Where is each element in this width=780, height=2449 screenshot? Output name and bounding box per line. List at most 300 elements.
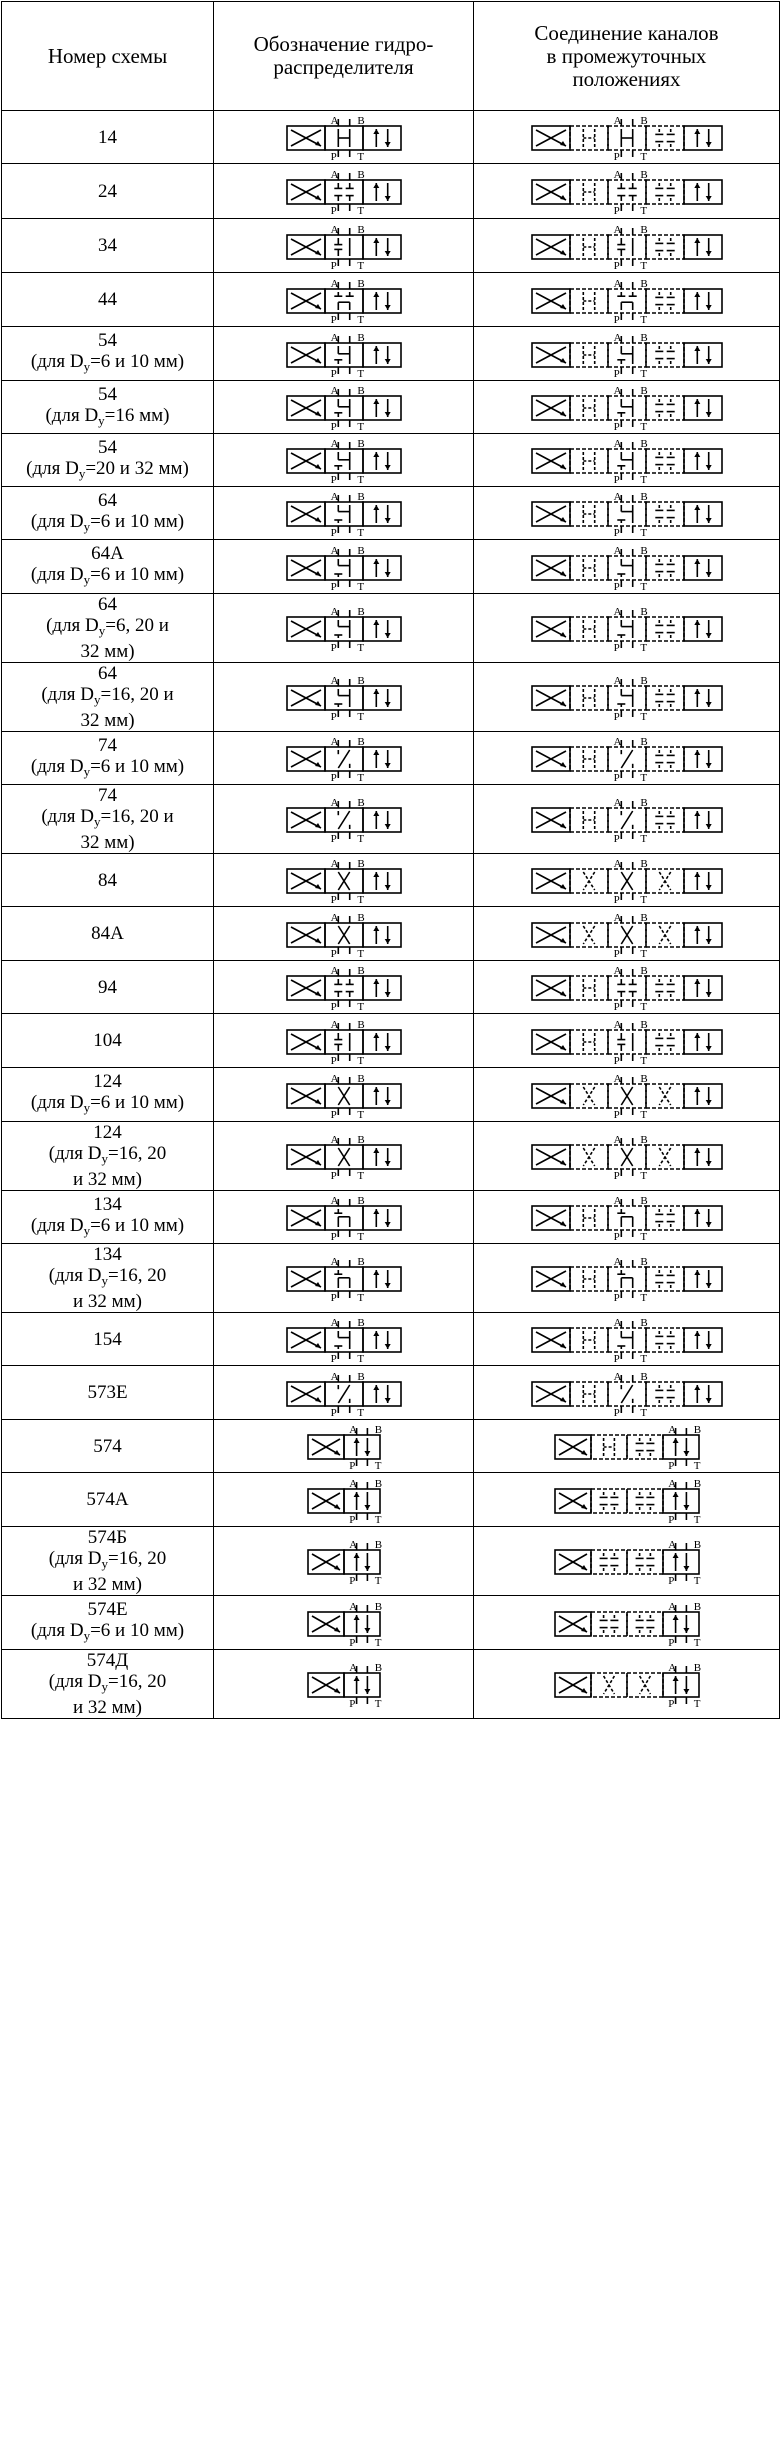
arrow-head-icon	[384, 824, 390, 829]
condition-prefix: (для D	[45, 404, 99, 426]
arrow-head-icon	[672, 1438, 678, 1443]
port-label-a: A	[330, 277, 339, 290]
valve-designation-cell	[214, 663, 474, 732]
spool-position-box	[646, 1328, 684, 1352]
port-label-t: T	[356, 711, 364, 723]
valve-symbol	[284, 331, 404, 380]
port-label-t: T	[639, 772, 647, 784]
channel-connection-cell	[474, 111, 780, 164]
valve-symbol	[284, 544, 404, 593]
spool-position-box	[325, 617, 363, 641]
spool-position-box	[684, 289, 722, 313]
arrow-head-icon	[705, 142, 711, 147]
table-row	[2, 487, 780, 540]
port-label-b: B	[356, 1256, 365, 1268]
port-label-t: T	[356, 1353, 364, 1365]
arrow-head-icon	[373, 750, 379, 755]
scheme-number: 74	[98, 734, 117, 756]
arrow-head-icon	[672, 1676, 678, 1681]
port-label-b: B	[356, 606, 365, 618]
port-label-p: P	[667, 1460, 674, 1472]
spool-position-box	[646, 235, 684, 259]
scheme-number: 154	[93, 1328, 122, 1350]
scheme-number-cell	[2, 1420, 214, 1473]
spool-position-box	[684, 1145, 722, 1169]
port-label-p: P	[330, 1001, 337, 1013]
intermediate-connection-symbol	[527, 1423, 727, 1472]
port-label-p: P	[348, 1636, 355, 1649]
spool-position-box	[646, 1030, 684, 1054]
arrow-head-icon	[384, 142, 390, 147]
intermediate-connection-symbol	[527, 1661, 727, 1710]
table-row	[2, 1068, 780, 1122]
port-label-b: B	[356, 911, 365, 924]
scheme-number: 573Е	[87, 1382, 128, 1403]
arrow-head-icon	[694, 129, 700, 134]
port-label-b: B	[356, 223, 365, 236]
spool-position-box	[684, 808, 722, 832]
condition-prefix: (для D	[30, 564, 84, 585]
port-label-a: A	[330, 965, 339, 977]
spool-position-box	[608, 343, 646, 367]
spool-position-box	[591, 1612, 627, 1636]
table-row	[2, 1122, 780, 1191]
scheme-number-cell	[2, 1244, 214, 1313]
valve-designation-cell	[214, 219, 474, 273]
arrow-head-icon	[384, 885, 390, 890]
valve-symbol	[284, 964, 404, 1013]
port-label-t: T	[639, 1001, 647, 1013]
port-label-b: B	[639, 115, 648, 127]
spool-position-box	[363, 747, 401, 771]
spool-position-box	[684, 1206, 722, 1230]
spool-position-box	[325, 449, 363, 473]
port-label-p: P	[613, 205, 620, 217]
scheme-number-cell	[2, 327, 214, 381]
port-label-t: T	[639, 205, 647, 217]
spool-position-box	[646, 502, 684, 526]
header-valve-designation-text: Обозначение гидро- распределителя	[253, 32, 434, 79]
scheme-condition	[2, 1620, 213, 1646]
port-label-b: B	[639, 736, 648, 748]
channel-connection-cell	[474, 732, 780, 785]
arrow-head-icon	[694, 183, 700, 188]
valve-symbol	[284, 605, 404, 654]
port-label-t: T	[693, 1460, 701, 1472]
condition-suffix: =6 и 10 мм)	[90, 564, 185, 585]
scheme-number: 74	[98, 785, 117, 806]
intermediate-connection-symbol	[527, 857, 727, 906]
spool-position-box	[627, 1435, 663, 1459]
spool-position-box	[684, 1267, 722, 1291]
table-row	[2, 1527, 780, 1596]
intermediate-connection-symbol	[527, 437, 727, 486]
arrow-head-icon	[384, 1046, 390, 1051]
port-label-p: P	[330, 947, 337, 960]
port-label-b: B	[356, 1195, 365, 1207]
arrow-head-icon	[384, 251, 390, 256]
scheme-condition	[2, 1265, 213, 1291]
condition-subscript: y	[78, 465, 86, 481]
condition-subscript: y	[83, 763, 91, 779]
channel-connection-cell	[474, 1244, 780, 1313]
arrow-head-icon	[353, 1438, 359, 1443]
port-label-b: B	[639, 675, 648, 687]
port-label-b: B	[639, 1256, 648, 1268]
condition-subscript: y	[101, 1556, 108, 1571]
spool-position-box	[608, 180, 646, 204]
intermediate-connection-symbol	[527, 1194, 727, 1243]
port-label-b: B	[639, 277, 648, 290]
scheme-number: 54	[98, 383, 117, 405]
arrow-head-icon	[705, 763, 711, 768]
scheme-condition-continued: 32 мм)	[80, 832, 135, 853]
valve-symbol	[284, 1600, 404, 1649]
arrow-head-icon	[384, 1222, 390, 1227]
port-label-a: A	[330, 797, 339, 809]
port-label-p: P	[613, 527, 620, 539]
arrow-head-icon	[683, 1628, 689, 1633]
port-label-t: T	[693, 1575, 701, 1587]
port-label-t: T	[639, 1231, 647, 1243]
arrow-head-icon	[672, 1615, 678, 1620]
port-label-a: A	[613, 736, 622, 748]
spool-position-box	[646, 289, 684, 313]
spool-position-box	[646, 808, 684, 832]
valve-designation-cell	[214, 273, 474, 327]
spool-position-box	[684, 617, 722, 641]
port-label-a: A	[330, 491, 339, 503]
port-label-a: A	[330, 331, 339, 344]
channel-connection-cell	[474, 1596, 780, 1650]
valve-designation-cell	[214, 594, 474, 663]
arrow-head-icon	[373, 1087, 379, 1092]
port-label-a: A	[613, 1072, 622, 1085]
spool-position-box	[363, 617, 401, 641]
header-scheme-number	[2, 2, 214, 111]
port-label-b: B	[639, 965, 648, 977]
port-label-a: A	[330, 675, 339, 687]
spool-position-box	[608, 1206, 646, 1230]
spool-position-box	[363, 289, 401, 313]
scheme-condition	[2, 564, 213, 590]
port-label-p: P	[667, 1575, 674, 1587]
port-label-b: B	[374, 1662, 382, 1674]
arrow-head-icon	[384, 305, 390, 310]
port-label-t: T	[356, 1054, 364, 1067]
port-label-p: P	[330, 474, 337, 486]
port-label-t: T	[374, 1460, 382, 1472]
intermediate-connection-symbol	[527, 1018, 727, 1067]
arrow-head-icon	[705, 359, 711, 364]
arrow-head-icon	[364, 1566, 370, 1571]
scheme-number: 124	[93, 1122, 122, 1143]
spool-position-box	[663, 1435, 699, 1459]
port-label-b: B	[693, 1477, 701, 1490]
port-label-a: A	[330, 1256, 339, 1268]
spool-position-box	[344, 1673, 380, 1697]
symbol-line	[338, 811, 349, 829]
scheme-number: 574Б	[87, 1527, 128, 1548]
channel-connection-cell	[474, 327, 780, 381]
port-label-t: T	[356, 1170, 364, 1182]
arrow-head-icon	[705, 885, 711, 890]
scheme-number: 134	[93, 1244, 122, 1265]
condition-suffix: =20 и 32 мм)	[85, 457, 189, 479]
arrow-head-icon	[384, 1283, 390, 1288]
condition-suffix: =6 и 10 мм)	[90, 351, 185, 372]
symbol-line	[621, 1385, 632, 1403]
arrow-head-icon	[683, 1689, 689, 1694]
condition-prefix: (для D	[30, 510, 84, 532]
spool-position-box	[627, 1550, 663, 1574]
arrow-head-icon	[373, 505, 379, 510]
scheme-number: 134	[93, 1193, 122, 1215]
channel-connection-cell	[474, 540, 780, 594]
port-label-a: A	[667, 1424, 676, 1436]
spool-position-box	[591, 1550, 627, 1574]
port-label-a: A	[613, 1370, 622, 1383]
port-label-b: B	[356, 169, 365, 181]
port-label-p: P	[667, 1513, 674, 1526]
port-label-a: A	[330, 1072, 339, 1085]
port-label-t: T	[356, 527, 364, 539]
spool-position-box	[363, 449, 401, 473]
spool-position-box	[608, 289, 646, 313]
port-label-p: P	[330, 205, 337, 217]
condition-subscript: y	[101, 1151, 108, 1166]
port-label-p: P	[613, 894, 620, 906]
valve-designation-cell	[214, 1313, 474, 1366]
port-label-p: P	[613, 1292, 620, 1304]
table-row	[2, 219, 780, 273]
table-body	[2, 111, 780, 1719]
valve-symbol	[284, 1661, 404, 1710]
arrow-head-icon	[373, 1033, 379, 1038]
spool-position-box	[363, 1382, 401, 1406]
condition-prefix: (для D	[46, 615, 99, 636]
port-label-a: A	[667, 1600, 676, 1613]
spool-position-box	[608, 449, 646, 473]
spool-position-box	[363, 869, 401, 893]
valve-designation-cell	[214, 1473, 474, 1527]
valve-symbol	[284, 437, 404, 486]
spool-position-box	[363, 1030, 401, 1054]
spool-position-box	[646, 556, 684, 580]
arrow-head-icon	[683, 1566, 689, 1571]
arrow-head-icon	[694, 979, 700, 984]
port-label-a: A	[613, 1317, 622, 1329]
intermediate-connection-symbol	[527, 1370, 727, 1419]
spool-position-box	[325, 1267, 363, 1291]
arrow-head-icon	[694, 1033, 700, 1038]
scheme-condition	[2, 351, 213, 377]
scheme-number: 34	[98, 235, 117, 256]
spool-position-box	[684, 686, 722, 710]
port-label-a: A	[613, 1195, 622, 1207]
valve-designation-cell	[214, 854, 474, 907]
port-label-b: B	[356, 544, 365, 557]
arrow-head-icon	[353, 1492, 359, 1497]
valve-designation-cell	[214, 381, 474, 434]
spool-position-box	[684, 126, 722, 150]
table-row	[2, 1014, 780, 1068]
valve-symbol	[284, 168, 404, 217]
table-row	[2, 854, 780, 907]
scheme-condition	[2, 1671, 213, 1697]
arrow-head-icon	[373, 1148, 379, 1153]
port-label-t: T	[356, 833, 364, 845]
port-label-a: A	[613, 544, 622, 557]
arrow-head-icon	[705, 412, 711, 417]
condition-prefix: (для D	[48, 1143, 102, 1164]
port-label-b: B	[356, 1072, 365, 1085]
arrow-head-icon	[384, 702, 390, 707]
condition-prefix: (для D	[30, 1620, 84, 1641]
port-label-a: A	[330, 911, 339, 924]
intermediate-connection-symbol	[527, 911, 727, 960]
condition-subscript: y	[83, 1222, 91, 1238]
table-row	[2, 434, 780, 487]
scheme-number: 574А	[86, 1489, 129, 1510]
scheme-number: 54	[98, 436, 117, 458]
port-label-a: A	[330, 736, 339, 748]
spool-position-box	[325, 235, 363, 259]
intermediate-connection-symbol	[527, 277, 727, 326]
scheme-number: 24	[98, 180, 117, 202]
spool-position-box	[646, 686, 684, 710]
spool-position-box	[663, 1673, 699, 1697]
arrow-head-icon	[364, 1689, 370, 1694]
scheme-condition	[2, 511, 213, 537]
arrow-head-icon	[694, 1148, 700, 1153]
port-label-a: A	[613, 606, 622, 618]
intermediate-connection-symbol	[527, 114, 727, 163]
valve-designation-cell	[214, 327, 474, 381]
arrow-head-icon	[694, 811, 700, 816]
intermediate-connection-symbol	[527, 605, 727, 654]
condition-prefix: (для D	[48, 1265, 102, 1286]
header-channel-connection-text: Соединение каналов в промежуточных положениях	[534, 20, 719, 91]
condition-subscript: y	[94, 692, 101, 707]
scheme-number-cell	[2, 1191, 214, 1244]
scheme-number-cell	[2, 1596, 214, 1650]
port-label-p: P	[330, 711, 337, 723]
port-label-p: P	[330, 1353, 337, 1365]
port-label-t: T	[356, 1406, 364, 1419]
scheme-condition	[2, 1548, 213, 1574]
spool-position-box	[646, 343, 684, 367]
channel-connection-cell	[474, 785, 780, 854]
port-label-p: P	[667, 1698, 674, 1710]
scheme-condition	[2, 1092, 213, 1118]
port-label-a: A	[613, 277, 622, 290]
port-label-p: P	[330, 1108, 337, 1121]
spool-position-box	[325, 686, 363, 710]
arrow-head-icon	[694, 559, 700, 564]
port-label-t: T	[639, 527, 647, 539]
port-label-b: B	[374, 1600, 382, 1613]
port-label-a: A	[613, 223, 622, 236]
intermediate-connection-symbol	[527, 544, 727, 593]
spool-position-box	[684, 1382, 722, 1406]
arrow-head-icon	[694, 1270, 700, 1275]
port-label-p: P	[613, 1406, 620, 1419]
condition-prefix: (для D	[30, 1092, 84, 1113]
port-label-b: B	[639, 544, 648, 557]
arrow-head-icon	[373, 1209, 379, 1214]
port-label-t: T	[639, 833, 647, 845]
arrow-head-icon	[705, 1161, 711, 1166]
arrow-head-icon	[705, 1344, 711, 1349]
port-label-t: T	[639, 642, 647, 654]
header-channel-connection	[474, 2, 780, 111]
port-label-a: A	[330, 1018, 339, 1031]
port-label-b: B	[639, 1134, 648, 1146]
channel-connection-cell	[474, 381, 780, 434]
port-label-a: A	[330, 606, 339, 618]
intermediate-connection-symbol	[527, 331, 727, 380]
valve-designation-cell	[214, 1122, 474, 1191]
symbol-line	[621, 750, 632, 768]
port-label-a: A	[667, 1662, 676, 1674]
spool-position-box	[684, 976, 722, 1000]
port-label-b: B	[639, 797, 648, 809]
table-row	[2, 327, 780, 381]
spool-position-box	[608, 617, 646, 641]
condition-suffix: =16 мм)	[104, 404, 170, 426]
arrow-head-icon	[683, 1505, 689, 1510]
port-label-t: T	[639, 259, 647, 272]
channel-connection-cell	[474, 1366, 780, 1420]
scheme-number-cell	[2, 1527, 214, 1596]
port-label-t: T	[374, 1698, 382, 1710]
channel-connection-cell	[474, 487, 780, 540]
port-label-t: T	[639, 313, 647, 326]
port-label-b: B	[374, 1539, 382, 1551]
table-row	[2, 164, 780, 219]
port-label-t: T	[639, 1406, 647, 1419]
condition-suffix: =6 и 10 мм)	[90, 1214, 185, 1236]
port-label-p: P	[613, 711, 620, 723]
table-row	[2, 1191, 780, 1244]
valve-designation-cell	[214, 111, 474, 164]
port-label-t: T	[693, 1513, 701, 1526]
spool-position-box	[684, 235, 722, 259]
arrow-head-icon	[694, 689, 700, 694]
table-row	[2, 1596, 780, 1650]
arrow-head-icon	[364, 1628, 370, 1633]
valve-symbol	[284, 277, 404, 326]
arrow-head-icon	[694, 1209, 700, 1214]
scheme-number: 574Д	[86, 1650, 129, 1671]
port-label-p: P	[613, 367, 620, 380]
valve-designation-cell	[214, 1191, 474, 1244]
valve-symbol	[284, 1316, 404, 1365]
port-label-a: A	[613, 675, 622, 687]
spool-position-box	[344, 1550, 380, 1574]
arrow-head-icon	[373, 811, 379, 816]
port-label-b: B	[639, 169, 648, 181]
port-label-p: P	[330, 580, 337, 593]
port-label-b: B	[639, 858, 648, 870]
port-label-a: A	[330, 169, 339, 181]
condition-subscript: y	[98, 623, 106, 638]
port-label-a: A	[330, 1195, 339, 1207]
spool-position-box	[646, 396, 684, 420]
channel-connection-cell	[474, 219, 780, 273]
table-row	[2, 1650, 780, 1719]
